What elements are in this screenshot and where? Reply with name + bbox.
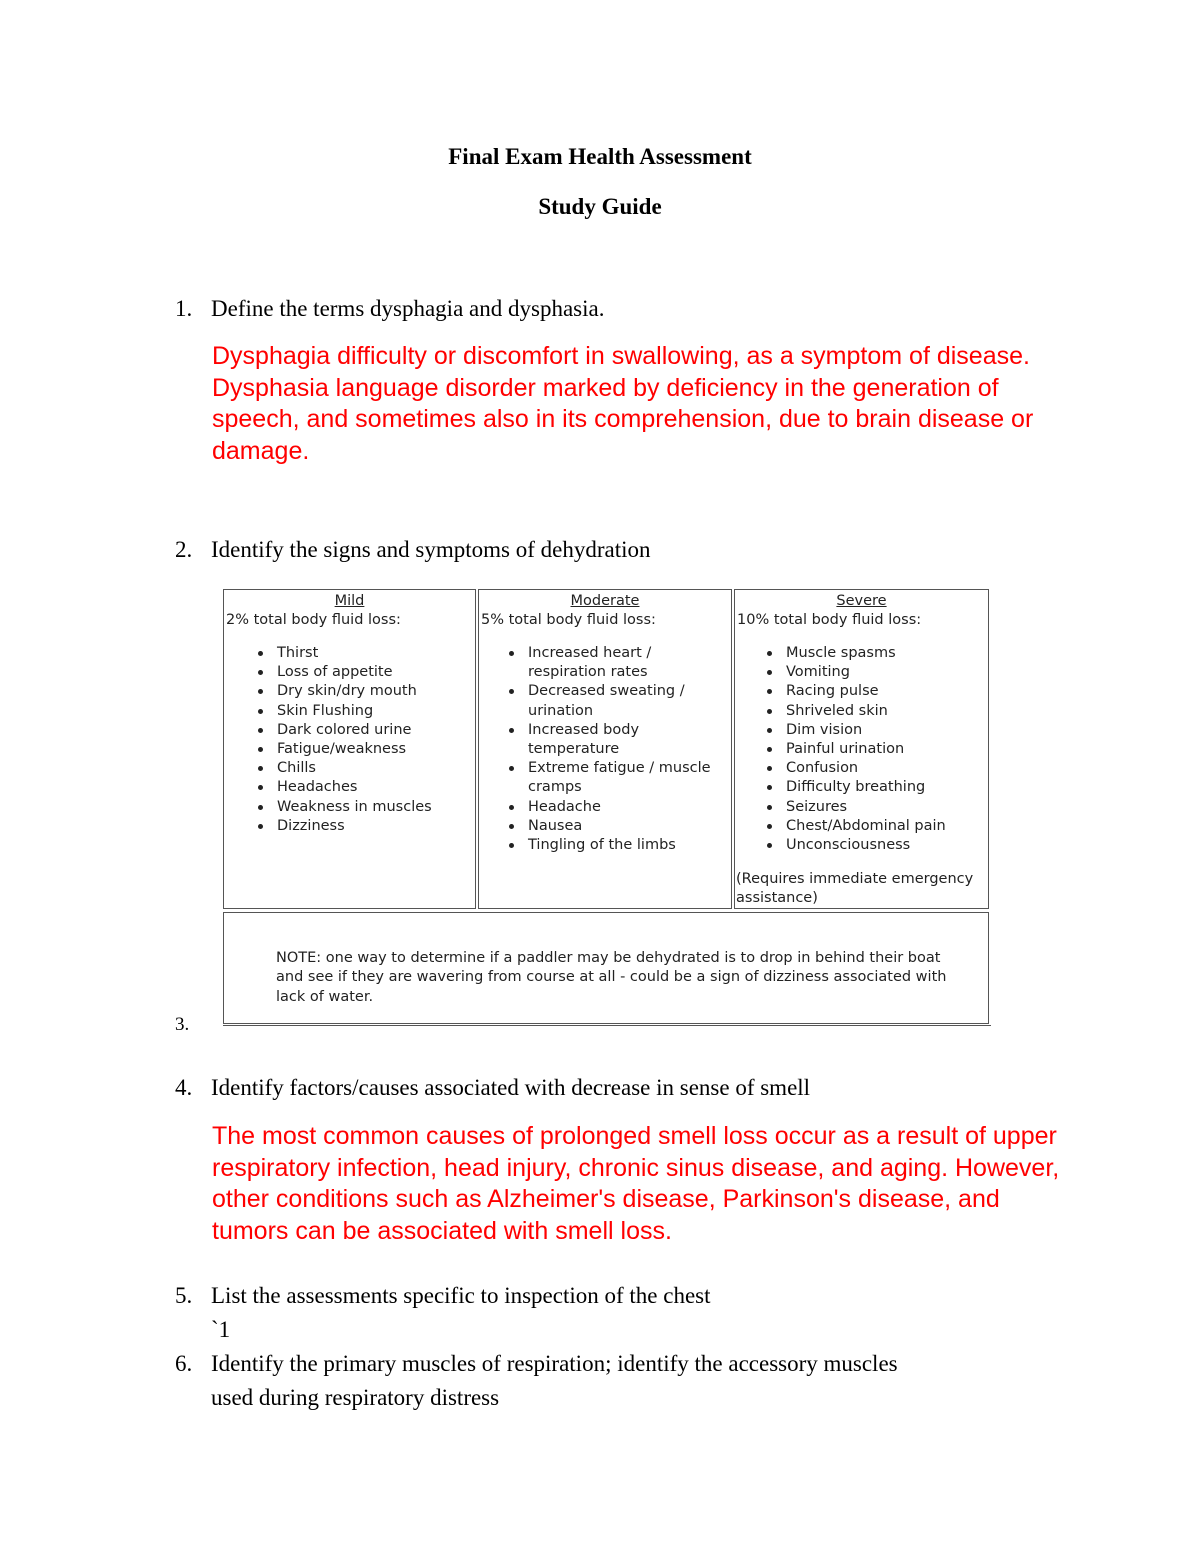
question-number: 1. (175, 296, 193, 321)
document-title: Final Exam Health Assessment (448, 144, 752, 169)
symptom-list (224, 644, 475, 836)
symptom-list (735, 644, 988, 855)
symptom-item: Racing pulse (767, 682, 988, 701)
symptom-item: Weakness in muscles (258, 798, 475, 817)
question-text: List the assessments specific to inspection of the chest (211, 1283, 711, 1308)
symptom-item: Chest/Abdominal pain (767, 817, 988, 836)
answer-4 (212, 1121, 1072, 1247)
question-number: 6. (175, 1351, 193, 1376)
symptom-item: Extreme fatigue / muscle cramps (509, 759, 731, 797)
symptom-item: Nausea (509, 817, 731, 836)
symptom-item: Headaches (258, 778, 475, 797)
table-note-box (223, 912, 989, 1024)
table-column-moderate (478, 589, 732, 909)
symptom-item: Unconsciousness (767, 836, 988, 855)
symptom-item: Vomiting (767, 663, 988, 682)
symptom-item: Difficulty breathing (767, 778, 988, 797)
question-3 (175, 1008, 211, 1042)
question-number: 4. (175, 1075, 193, 1100)
answer-1 (212, 341, 1072, 467)
emergency-note: (Requires immediate emergency assistance) (736, 871, 974, 907)
divider (223, 1025, 991, 1026)
question-6 (175, 1347, 898, 1415)
symptom-item: Increased body temperature (509, 721, 731, 759)
symptom-item: Dry skin/dry mouth (258, 682, 475, 701)
question-2 (175, 533, 651, 567)
symptom-item: Thirst (258, 644, 475, 663)
table-column-mild (223, 589, 476, 909)
symptom-item: Tingling of the limbs (509, 836, 731, 855)
symptom-item: Chills (258, 759, 475, 778)
symptom-item: Skin Flushing (258, 702, 475, 721)
column-heading: Severe (836, 593, 887, 609)
question-5-note: `1 (211, 1317, 231, 1342)
symptom-item: Dizziness (258, 817, 475, 836)
document-subtitle: Study Guide (538, 194, 662, 219)
column-subheading: 5% total body fluid loss: (481, 612, 656, 628)
paddler-note: NOTE: one way to determine if a paddler may be dehydrated is to drop in behind their boat and see if they are wavering from course at all - could be a sign of dizziness associated with lack of water. (276, 950, 947, 1005)
symptom-item: Fatigue/weakness (258, 740, 475, 759)
question-text-line-2: used during respiratory distress (211, 1385, 500, 1410)
symptom-item: Increased heart / respiration rates (509, 644, 731, 682)
symptom-item: Headache (509, 798, 731, 817)
question-number: 3. (175, 1014, 190, 1035)
symptom-item: Dark colored urine (258, 721, 475, 740)
question-number: 5. (175, 1283, 193, 1308)
question-number: 2. (175, 537, 193, 562)
symptom-item: Decreased sweating / urination (509, 682, 731, 720)
question-text (211, 1347, 898, 1415)
question-text: Define the terms dysphagia and dysphasia. (211, 296, 605, 321)
symptom-item: Seizures (767, 798, 988, 817)
symptom-item: Confusion (767, 759, 988, 778)
column-subheading: 2% total body fluid loss: (226, 612, 401, 628)
symptom-item: Loss of appetite (258, 663, 475, 682)
symptom-list (479, 644, 731, 855)
answer-smell-loss: The most common causes of prolonged smell loss occur as a result of upper respiratory infection, head injury, chronic sinus disease, and aging. However, other conditions such as Alzheimer's disease, Parkinson's disease, and tumors can be associated with smell loss. (212, 1122, 1060, 1245)
question-text: Identify the signs and symptoms of dehydration (211, 537, 651, 562)
answer-dysphagia: Dysphagia difficulty or discomfort in swallowing, as a symptom of disease. (212, 342, 1030, 370)
column-heading: Mild (334, 593, 365, 609)
question-text-line-1: Identify the primary muscles of respiration; identify the accessory muscles (211, 1351, 898, 1376)
symptom-item: Shriveled skin (767, 702, 988, 721)
table-column-severe (734, 589, 989, 909)
symptom-item: Dim vision (767, 721, 988, 740)
question-4 (175, 1071, 810, 1105)
question-5 (175, 1279, 711, 1313)
dehydration-table (223, 589, 989, 1027)
question-1 (175, 292, 604, 326)
column-heading: Moderate (570, 593, 640, 609)
column-subheading: 10% total body fluid loss: (737, 612, 922, 628)
symptom-item: Painful urination (767, 740, 988, 759)
answer-dysphasia: Dysphasia language disorder marked by deficiency in the generation of speech, and sometimes also in its comprehension, due to brain disease or damage. (212, 373, 1034, 465)
question-text: Identify factors/causes associated with decrease in sense of smell (211, 1075, 811, 1100)
symptom-item: Muscle spasms (767, 644, 988, 663)
